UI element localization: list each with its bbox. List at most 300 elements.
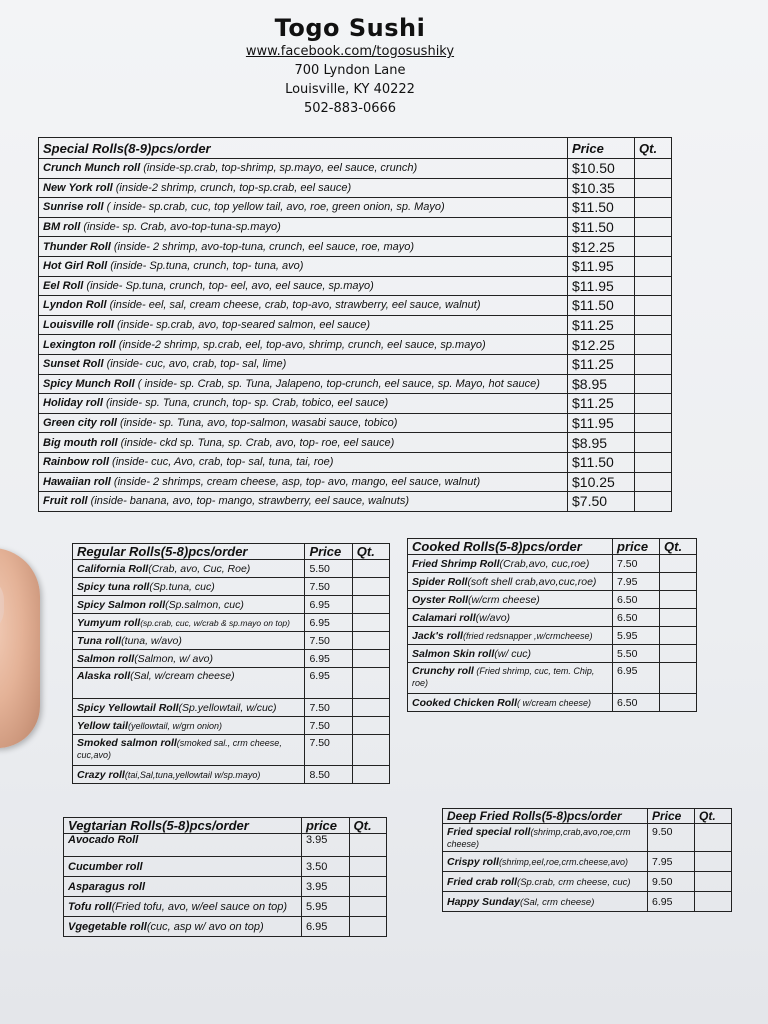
item-cell bbox=[39, 159, 568, 179]
table-row bbox=[73, 596, 390, 614]
item-name: Jack's roll bbox=[412, 629, 463, 642]
item-desc: (inside-sp.crab, top-shrimp, sp.mayo, eel sauce, crunch) bbox=[140, 162, 418, 175]
item-cell bbox=[73, 560, 305, 578]
item-cell bbox=[39, 237, 568, 257]
table-row bbox=[73, 699, 390, 717]
item-name: Asparagus roll bbox=[68, 880, 146, 893]
item-name: Fried crab roll bbox=[447, 875, 518, 888]
table-row bbox=[73, 766, 390, 784]
table-row bbox=[408, 573, 697, 591]
qty-cell[interactable] bbox=[352, 560, 389, 578]
item-desc: (inside- eel, sal, cream cheese, crab, top-avo, strawberry, eel sauce, walnut) bbox=[106, 299, 481, 312]
qty-cell[interactable] bbox=[635, 237, 672, 257]
table-row bbox=[39, 276, 672, 296]
item-price: $11.25 bbox=[568, 354, 635, 374]
item-cell bbox=[408, 573, 613, 591]
item-desc: (inside- Sp.tuna, crunch, top- tuna, avo) bbox=[107, 260, 304, 273]
table-row bbox=[408, 627, 697, 645]
item-cell bbox=[39, 433, 568, 453]
item-name: Big mouth roll bbox=[43, 436, 118, 449]
table-row bbox=[73, 560, 390, 578]
item-name: Hawaiian roll bbox=[43, 475, 111, 488]
qty-cell[interactable] bbox=[635, 413, 672, 433]
item-cell bbox=[39, 452, 568, 472]
item-cell bbox=[73, 699, 305, 717]
qty-cell[interactable] bbox=[695, 824, 732, 852]
item-desc: (Sp.yellowtail, w/cuc) bbox=[178, 701, 277, 714]
item-price: $11.95 bbox=[568, 413, 635, 433]
item-name: Sunrise roll bbox=[43, 201, 104, 214]
item-price: 6.50 bbox=[613, 694, 660, 712]
item-price: 7.50 bbox=[305, 632, 352, 650]
qty-cell[interactable] bbox=[635, 315, 672, 335]
item-price: 5.95 bbox=[613, 627, 660, 645]
item-name: Yumyum roll bbox=[77, 616, 141, 629]
qty-cell[interactable] bbox=[635, 276, 672, 296]
item-desc: (Sp.tuna, cuc) bbox=[149, 580, 215, 593]
price-header: Price bbox=[568, 138, 635, 159]
table-row bbox=[73, 717, 390, 735]
item-desc: ( inside- sp.crab, cuc, top yellow tail, avo, roe, green onion, sp. Mayo) bbox=[103, 201, 445, 214]
item-price: 7.50 bbox=[305, 699, 352, 717]
qty-cell[interactable] bbox=[635, 296, 672, 316]
item-name: Sunset Roll bbox=[43, 358, 104, 371]
item-cell bbox=[443, 824, 648, 852]
qty-cell[interactable] bbox=[349, 877, 386, 897]
section-heading: Cooked Rolls(5-8)pcs/order bbox=[408, 539, 613, 555]
item-price: $11.95 bbox=[568, 276, 635, 296]
qty-cell[interactable] bbox=[352, 699, 389, 717]
item-cell bbox=[39, 335, 568, 355]
item-price: 3.95 bbox=[301, 834, 349, 857]
item-desc: (inside- sp. Tuna, crunch, top- sp. Crab, tobico, eel sauce) bbox=[102, 397, 389, 410]
item-cell bbox=[39, 315, 568, 335]
item-desc: (yellowtail, w/grn onion) bbox=[127, 720, 223, 731]
item-name: BM roll bbox=[43, 221, 81, 234]
section-heading: Regular Rolls(5-8)pcs/order bbox=[73, 544, 305, 560]
item-price: 9.50 bbox=[648, 824, 695, 852]
item-name: Fried Shrimp Roll bbox=[412, 557, 500, 570]
qty-cell[interactable] bbox=[352, 668, 389, 699]
qty-cell[interactable] bbox=[349, 834, 386, 857]
item-cell bbox=[408, 609, 613, 627]
item-name: Crunch Munch roll bbox=[43, 162, 141, 175]
item-desc: (tai,Sal,tuna,yellowtail w/sp.mayo) bbox=[124, 769, 261, 780]
qty-cell[interactable] bbox=[635, 394, 672, 414]
item-cell bbox=[73, 614, 305, 632]
item-desc: (shrimp,crab,avo,roe,crm cheese) bbox=[447, 827, 631, 849]
item-price: 3.95 bbox=[301, 877, 349, 897]
item-price: 7.50 bbox=[305, 735, 352, 766]
item-price: $8.95 bbox=[568, 433, 635, 453]
table-row bbox=[39, 394, 672, 414]
qty-cell[interactable] bbox=[352, 650, 389, 668]
qty-cell[interactable] bbox=[635, 354, 672, 374]
table-row bbox=[39, 354, 672, 374]
item-cell bbox=[73, 766, 305, 784]
item-name: Crazy roll bbox=[77, 768, 125, 781]
item-cell bbox=[73, 650, 305, 668]
item-desc: (w/ cuc) bbox=[494, 647, 532, 660]
qty-cell[interactable] bbox=[635, 178, 672, 198]
item-desc: (Salmon, w/ avo) bbox=[134, 652, 213, 665]
item-name: Crispy roll bbox=[447, 855, 499, 868]
item-desc: (sp.crab, cuc, w/crab & sp.mayo on top) bbox=[140, 617, 290, 628]
item-name: Calamari roll bbox=[412, 611, 476, 624]
item-desc: (Sp.salmon, cuc) bbox=[165, 598, 244, 611]
item-cell bbox=[408, 591, 613, 609]
item-cell bbox=[39, 492, 568, 512]
table-row bbox=[443, 824, 732, 852]
qty-cell[interactable] bbox=[352, 717, 389, 735]
qty-cell[interactable] bbox=[635, 335, 672, 355]
item-price: $10.35 bbox=[568, 178, 635, 198]
item-desc: (inside- sp. Crab, avo-top-tuna-sp.mayo) bbox=[80, 221, 281, 234]
item-desc: (w/avo) bbox=[475, 611, 511, 624]
qty-cell[interactable] bbox=[635, 256, 672, 276]
item-price: 6.50 bbox=[613, 609, 660, 627]
table-row bbox=[39, 374, 672, 394]
item-price: $8.95 bbox=[568, 374, 635, 394]
item-desc: (Sal, w/cream cheese) bbox=[130, 670, 235, 682]
qty-cell[interactable] bbox=[352, 578, 389, 596]
item-name: Alaska roll bbox=[77, 670, 131, 682]
qty-cell[interactable] bbox=[352, 632, 389, 650]
item-cell bbox=[39, 394, 568, 414]
item-price: $11.50 bbox=[568, 217, 635, 237]
qty-header: Qt. bbox=[352, 544, 389, 560]
qty-cell[interactable] bbox=[660, 663, 697, 694]
item-name: Salmon roll bbox=[77, 652, 135, 665]
table-row bbox=[39, 217, 672, 237]
item-name: Salmon Skin roll bbox=[412, 647, 495, 660]
item-desc: (inside- 2 shrimps, cream cheese, asp, top- avo, mango, eel sauce, walnut) bbox=[110, 475, 481, 488]
item-name: Lyndon Roll bbox=[43, 299, 107, 312]
item-price: 7.50 bbox=[305, 717, 352, 735]
item-desc: (w/crm cheese) bbox=[468, 593, 540, 606]
table-row bbox=[39, 492, 672, 512]
item-name: Eel Roll bbox=[43, 279, 84, 292]
table-header-row bbox=[408, 539, 697, 555]
item-price: $10.50 bbox=[568, 159, 635, 179]
item-cell bbox=[39, 472, 568, 492]
item-price: $11.95 bbox=[568, 256, 635, 276]
table-row bbox=[64, 897, 387, 917]
qty-cell[interactable] bbox=[352, 614, 389, 632]
item-price: $12.25 bbox=[568, 335, 635, 355]
item-name: Green city roll bbox=[43, 417, 117, 430]
item-name: Spicy tuna roll bbox=[77, 580, 150, 593]
qty-cell[interactable] bbox=[635, 433, 672, 453]
item-cell bbox=[443, 892, 648, 912]
item-name: Happy Sunday bbox=[447, 895, 520, 908]
item-cell bbox=[39, 198, 568, 218]
item-cell bbox=[73, 735, 305, 766]
item-cell bbox=[39, 374, 568, 394]
section-heading: Deep Fried Rolls(5-8)pcs/order bbox=[443, 809, 648, 824]
item-cell bbox=[39, 178, 568, 198]
qty-cell[interactable] bbox=[352, 766, 389, 784]
item-name: Hot Girl Roll bbox=[43, 260, 108, 273]
qty-header: Qt. bbox=[695, 809, 732, 824]
table-row bbox=[64, 877, 387, 897]
item-desc: (cuc, asp w/ avo on top) bbox=[146, 920, 264, 933]
item-cell bbox=[64, 877, 302, 897]
table-row bbox=[64, 857, 387, 877]
item-cell bbox=[39, 296, 568, 316]
address-line-1: 700 Lyndon Lane bbox=[294, 63, 406, 78]
table-row bbox=[408, 609, 697, 627]
item-name: Spicy Yellowtail Roll bbox=[77, 701, 179, 714]
table-row bbox=[39, 315, 672, 335]
item-name: Smoked salmon roll bbox=[77, 737, 177, 749]
item-name: Spicy Munch Roll bbox=[43, 377, 135, 390]
item-desc: (inside- cuc, avo, crab, top- sal, lime) bbox=[103, 358, 287, 371]
item-price: 6.50 bbox=[613, 591, 660, 609]
item-price: 6.95 bbox=[305, 650, 352, 668]
item-cell bbox=[39, 256, 568, 276]
item-price: 6.95 bbox=[305, 596, 352, 614]
item-price: 7.50 bbox=[305, 578, 352, 596]
table-header-row bbox=[64, 818, 387, 834]
item-cell bbox=[408, 645, 613, 663]
table-row bbox=[64, 834, 387, 857]
table-row bbox=[39, 452, 672, 472]
table-row bbox=[73, 735, 390, 766]
item-name: Spicy Salmon roll bbox=[77, 598, 166, 611]
qty-header: Qt. bbox=[660, 539, 697, 555]
item-name: Holiday roll bbox=[43, 397, 103, 410]
item-name: Cucumber roll bbox=[68, 860, 143, 873]
qty-cell[interactable] bbox=[349, 857, 386, 877]
table-row bbox=[39, 178, 672, 198]
item-cell bbox=[39, 276, 568, 296]
item-name: Fruit roll bbox=[43, 495, 88, 508]
qty-cell[interactable] bbox=[635, 452, 672, 472]
item-price: 6.95 bbox=[648, 892, 695, 912]
item-price: $11.50 bbox=[568, 198, 635, 218]
item-name: New York roll bbox=[43, 181, 113, 194]
item-cell bbox=[408, 627, 613, 645]
price-header: Price bbox=[305, 544, 352, 560]
item-cell bbox=[73, 632, 305, 650]
deep-fried-rolls-table bbox=[442, 808, 732, 912]
table-row bbox=[39, 335, 672, 355]
item-price: 9.50 bbox=[648, 872, 695, 892]
item-price: 6.95 bbox=[613, 663, 660, 694]
qty-cell[interactable] bbox=[635, 217, 672, 237]
item-name: Crunchy roll bbox=[412, 665, 474, 677]
item-name: Spider Roll bbox=[412, 575, 468, 588]
table-row bbox=[73, 668, 390, 699]
item-desc: (Sp.crab, crm cheese, cuc) bbox=[517, 876, 631, 888]
thumbnail-nail bbox=[0, 576, 4, 634]
item-price: 7.95 bbox=[613, 573, 660, 591]
special-rolls-table bbox=[38, 137, 672, 512]
qty-cell[interactable] bbox=[660, 645, 697, 663]
table-row bbox=[408, 555, 697, 573]
item-price: $11.25 bbox=[568, 315, 635, 335]
item-desc: (inside-2 shrimp, crunch, top-sp.crab, eel sauce) bbox=[112, 181, 352, 194]
qty-cell[interactable] bbox=[695, 892, 732, 912]
item-desc: (inside- sp. Tuna, avo, top-salmon, wasabi sauce, tobico) bbox=[116, 417, 398, 430]
item-name: Cooked Chicken Roll bbox=[412, 696, 518, 709]
item-desc: (soft shell crab,avo,cuc,roe) bbox=[467, 575, 597, 588]
item-price: $11.50 bbox=[568, 296, 635, 316]
qty-cell[interactable] bbox=[660, 591, 697, 609]
item-name: Yellow tail bbox=[77, 719, 128, 732]
item-cell bbox=[39, 354, 568, 374]
item-price: 3.50 bbox=[301, 857, 349, 877]
vegetarian-rolls-table bbox=[63, 817, 387, 937]
item-name: Thunder Roll bbox=[43, 240, 111, 253]
item-price: 5.50 bbox=[613, 645, 660, 663]
table-header-row bbox=[443, 809, 732, 824]
table-row bbox=[39, 256, 672, 276]
item-price: 5.95 bbox=[301, 897, 349, 917]
item-desc: (Sal, crm cheese) bbox=[519, 896, 595, 908]
item-cell bbox=[64, 857, 302, 877]
table-row bbox=[39, 198, 672, 218]
item-desc: (Crab, avo, Cuc, Roe) bbox=[148, 562, 251, 575]
item-name: Lexington roll bbox=[43, 338, 116, 351]
qty-cell[interactable] bbox=[660, 627, 697, 645]
table-row bbox=[443, 852, 732, 872]
item-price: 6.95 bbox=[301, 917, 349, 937]
qty-cell[interactable] bbox=[695, 852, 732, 872]
qty-cell[interactable] bbox=[635, 159, 672, 179]
item-desc: (inside- sp.crab, avo, top-seared salmon, eel sauce) bbox=[113, 319, 371, 332]
item-desc: (fried redsnapper ,w/crmcheese) bbox=[462, 630, 593, 641]
qty-cell[interactable] bbox=[660, 694, 697, 712]
qty-cell[interactable] bbox=[349, 897, 386, 917]
table-row bbox=[39, 472, 672, 492]
item-desc: (Fried tofu, avo, w/eel sauce on top) bbox=[111, 900, 288, 913]
qty-cell[interactable] bbox=[660, 573, 697, 591]
item-cell bbox=[73, 596, 305, 614]
item-cell bbox=[73, 717, 305, 735]
item-desc: (Crab,avo, cuc,roe) bbox=[499, 557, 590, 570]
item-cell bbox=[443, 872, 648, 892]
item-desc: (inside- 2 shrimp, avo-top-tuna, crunch, eel sauce, roe, mayo) bbox=[110, 240, 415, 253]
qty-cell[interactable] bbox=[352, 735, 389, 766]
item-cell bbox=[408, 663, 613, 694]
table-row bbox=[64, 917, 387, 937]
item-desc: (Fried shrimp, cuc, tem. Chip, roe) bbox=[412, 666, 595, 688]
table-row bbox=[73, 632, 390, 650]
item-desc: (inside- banana, avo, top- mango, strawberry, eel sauce, walnuts) bbox=[87, 495, 410, 508]
website-link[interactable]: www.facebook.com/togosushiky bbox=[245, 44, 455, 59]
item-price: $12.25 bbox=[568, 237, 635, 257]
item-price: $11.50 bbox=[568, 452, 635, 472]
table-row bbox=[73, 578, 390, 596]
qty-cell[interactable] bbox=[635, 374, 672, 394]
item-desc: (inside- Sp.tuna, crunch, top- eel, avo, eel sauce, sp.mayo) bbox=[83, 279, 374, 292]
qty-cell[interactable] bbox=[635, 198, 672, 218]
item-cell bbox=[408, 694, 613, 712]
qty-cell[interactable] bbox=[660, 609, 697, 627]
item-name: Vgegetable roll bbox=[68, 920, 147, 933]
item-desc: ( inside- sp. Crab, sp. Tuna, Jalapeno, top-crunch, eel sauce, sp. Mayo, hot sauce) bbox=[134, 377, 540, 390]
table-row bbox=[408, 645, 697, 663]
section-heading: Special Rolls(8-9)pcs/order bbox=[39, 138, 568, 159]
regular-rolls-table bbox=[72, 543, 390, 784]
qty-cell[interactable] bbox=[695, 872, 732, 892]
item-price: 6.95 bbox=[305, 614, 352, 632]
table-header-row bbox=[73, 544, 390, 560]
item-desc: (inside- cuc, Avo, crab, top- sal, tuna, tai, roe) bbox=[109, 456, 334, 469]
item-cell bbox=[443, 852, 648, 872]
table-row bbox=[39, 237, 672, 257]
item-price: 8.50 bbox=[305, 766, 352, 784]
item-name: Louisville roll bbox=[43, 319, 114, 332]
item-name: Tofu roll bbox=[68, 900, 112, 913]
item-price: 5.50 bbox=[305, 560, 352, 578]
address-line-2: Louisville, KY 40222 bbox=[285, 82, 415, 97]
item-desc: (smoked sal., crm cheese, cuc,avo) bbox=[77, 738, 282, 760]
table-row bbox=[443, 892, 732, 912]
item-name: California Roll bbox=[77, 562, 149, 575]
table-row bbox=[73, 650, 390, 668]
item-cell bbox=[64, 917, 302, 937]
item-name: Tuna roll bbox=[77, 634, 122, 647]
qty-cell[interactable] bbox=[635, 472, 672, 492]
item-cell bbox=[408, 555, 613, 573]
item-cell bbox=[73, 578, 305, 596]
table-row bbox=[39, 159, 672, 179]
section-heading: Vegtarian Rolls(5-8)pcs/order bbox=[64, 818, 302, 834]
restaurant-header bbox=[240, 14, 460, 118]
item-price: 6.95 bbox=[305, 668, 352, 699]
price-header: price bbox=[301, 818, 349, 834]
qty-header: Qt. bbox=[635, 138, 672, 159]
item-name: Oyster Roll bbox=[412, 593, 469, 606]
table-row bbox=[39, 296, 672, 316]
table-row bbox=[408, 591, 697, 609]
qty-cell[interactable] bbox=[660, 555, 697, 573]
item-desc: ( w/cream cheese) bbox=[517, 697, 592, 708]
item-price: $7.50 bbox=[568, 492, 635, 512]
price-header: Price bbox=[648, 809, 695, 824]
thumb-holding-paper bbox=[0, 548, 40, 748]
qty-cell[interactable] bbox=[635, 492, 672, 512]
table-row bbox=[408, 694, 697, 712]
item-name: Avocado Roll bbox=[68, 834, 139, 846]
phone-number: 502-883-0666 bbox=[303, 101, 397, 116]
item-desc: (inside- ckd sp. Tuna, sp. Crab, avo, top- roe, eel sauce) bbox=[117, 436, 395, 449]
item-cell bbox=[39, 413, 568, 433]
table-row bbox=[39, 433, 672, 453]
table-row bbox=[443, 872, 732, 892]
qty-header: Qt. bbox=[349, 818, 386, 834]
item-cell bbox=[64, 834, 302, 857]
item-cell bbox=[73, 668, 305, 699]
item-price: $11.25 bbox=[568, 394, 635, 414]
cooked-rolls-table bbox=[407, 538, 697, 712]
table-row bbox=[408, 663, 697, 694]
item-name: Rainbow roll bbox=[43, 456, 109, 469]
item-cell bbox=[64, 897, 302, 917]
qty-cell[interactable] bbox=[349, 917, 386, 937]
item-cell bbox=[39, 217, 568, 237]
table-row bbox=[73, 614, 390, 632]
item-desc: (tuna, w/avo) bbox=[121, 634, 182, 647]
restaurant-name: Togo Sushi bbox=[274, 14, 426, 42]
item-price: 7.50 bbox=[613, 555, 660, 573]
qty-cell[interactable] bbox=[352, 596, 389, 614]
price-header: price bbox=[613, 539, 660, 555]
item-price: $10.25 bbox=[568, 472, 635, 492]
